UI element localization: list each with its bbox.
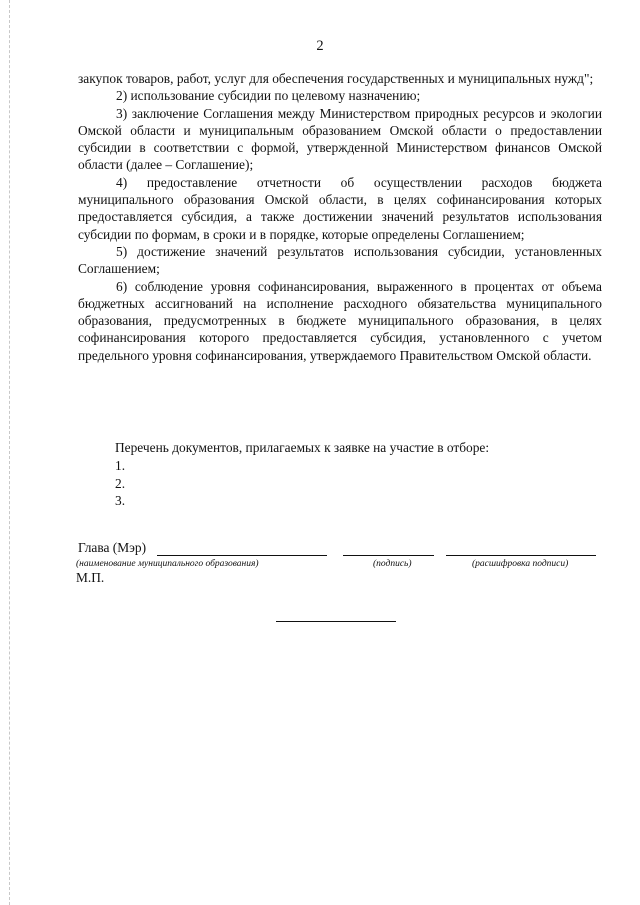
page-number: 2 xyxy=(316,38,324,54)
paragraph-item-4: 4) предоставление отчетности об осуществлении расходов бюджета муниципального образования Омской области, в целях софинансирования которых предоставляется субсидия, а также достижении значений результатов использования субсидии по формам, в сроки и в порядке, которые определены Соглашением; xyxy=(78,174,602,242)
documents-list-title: Перечень документов, прилагаемых к заявке на участие в отборе: xyxy=(115,440,490,455)
documents-list-item: 3. xyxy=(115,492,126,508)
documents-list xyxy=(115,439,489,509)
caption-signature: (подпись) xyxy=(373,559,412,569)
paragraph-item-5: 5) достижение значений результатов использования субсидии, установленных Соглашением; xyxy=(78,243,602,277)
signature-row xyxy=(78,540,608,558)
paragraph-item-3: 3) заключение Соглашения между Министерством природных ресурсов и экологии Омской области и муниципальным образованием Омской области о предоставлении субсидии в соответствии с формой, утвержденной Министерством финансов Омской области (далее – Соглашение); xyxy=(78,105,602,173)
document-body xyxy=(78,70,602,364)
documents-list-item: 2. xyxy=(115,475,126,491)
separator-line xyxy=(276,621,396,622)
scan-edge xyxy=(9,0,10,905)
signature-label: Глава (Мэр) xyxy=(78,540,147,555)
caption-decoding: (расшифровка подписи) xyxy=(472,559,569,569)
stamp-place: М.П. xyxy=(76,570,105,585)
paragraph-item-6: 6) соблюдение уровня софинансирования, выраженного в процентах от объема бюджетных ассигнований на исполнение расходного обязательства муниципального образования, предусмотренных в бюджете муниципального образования, в целях софинансирования которого предоставляется субсидия, установленного с учетом предельного уровня софинансирования, утверждаемого Правительством Омской области. xyxy=(78,278,602,363)
caption-municipality: (наименование муниципального образования) xyxy=(76,559,259,569)
signature-line xyxy=(343,555,434,556)
paragraph-item-2: 2) использование субсидии по целевому назначению; xyxy=(116,88,421,104)
signature-decoding-line xyxy=(446,555,596,556)
documents-list-item: 1. xyxy=(115,458,126,474)
paragraph-continuation: закупок товаров, работ, услуг для обеспечения государственных и муниципальных нужд"; xyxy=(78,71,594,86)
municipality-name-line xyxy=(157,555,327,556)
